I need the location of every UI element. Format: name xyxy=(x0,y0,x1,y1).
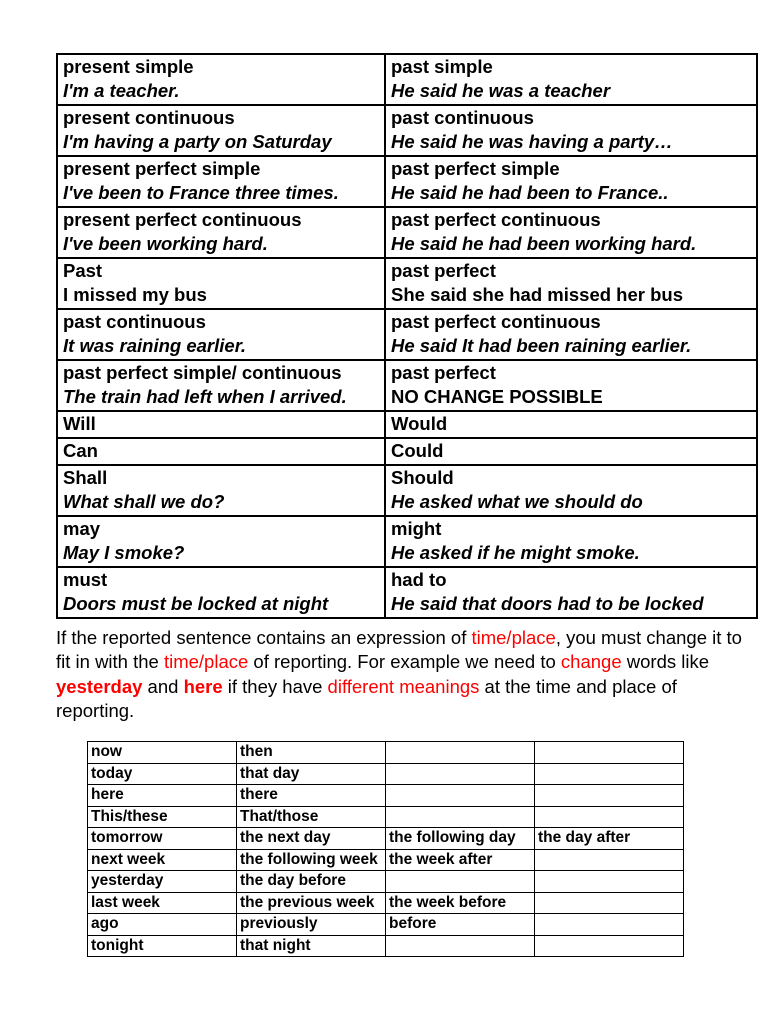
reported-expression-cell xyxy=(386,935,535,957)
reported-speech-cell xyxy=(385,207,757,258)
time-table-body xyxy=(88,742,684,957)
reported-expression-cell: that night xyxy=(237,935,386,957)
direct-expression-cell: next week xyxy=(88,849,237,871)
tense-label: Would xyxy=(391,413,448,434)
direct-speech-cell xyxy=(57,156,385,207)
note-keyword: here xyxy=(183,675,223,697)
direct-speech-cell xyxy=(57,105,385,156)
example-sentence: I'm having a party on Saturday xyxy=(63,131,332,152)
direct-speech-cell xyxy=(57,516,385,567)
direct-expression-cell: today xyxy=(88,763,237,785)
direct-expression-cell: This/these xyxy=(88,806,237,828)
tense-label: present continuous xyxy=(63,107,235,128)
tense-row xyxy=(57,411,757,438)
note-highlight: change xyxy=(560,651,622,673)
reported-expression-cell xyxy=(535,892,684,914)
tense-row xyxy=(57,360,757,411)
tense-label: past continuous xyxy=(63,311,206,332)
reported-expression-cell xyxy=(535,806,684,828)
reported-expression-cell: there xyxy=(237,785,386,807)
tense-label: past perfect simple/ continuous xyxy=(63,362,342,383)
direct-speech-cell xyxy=(57,360,385,411)
tense-row xyxy=(57,309,757,360)
tense-row xyxy=(57,156,757,207)
example-sentence: He said It had been raining earlier. xyxy=(391,335,692,356)
reported-speech-cell xyxy=(385,309,757,360)
reported-speech-cell xyxy=(385,567,757,618)
tense-label: present simple xyxy=(63,56,194,77)
direct-speech-cell xyxy=(57,567,385,618)
note-text: and xyxy=(142,675,184,697)
direct-expression-cell: tomorrow xyxy=(88,828,237,850)
reported-expression-cell xyxy=(535,871,684,893)
reported-expression-cell xyxy=(386,806,535,828)
example-sentence: He said he had been to France.. xyxy=(391,182,669,203)
reported-expression-cell xyxy=(535,785,684,807)
direct-expression-cell: ago xyxy=(88,914,237,936)
reported-expression-cell: then xyxy=(237,742,386,764)
direct-speech-cell xyxy=(57,411,385,438)
reported-expression-cell xyxy=(386,763,535,785)
direct-expression-cell: last week xyxy=(88,892,237,914)
reported-expression-cell xyxy=(535,935,684,957)
note-text: of reporting. For example we need to xyxy=(248,651,561,673)
example-sentence: He said that doors had to be locked xyxy=(391,593,704,614)
tense-label: Past xyxy=(63,260,103,281)
note-keyword: yesterday xyxy=(56,675,143,697)
reported-expression-cell: that day xyxy=(237,763,386,785)
note-highlight: time/place xyxy=(163,651,249,673)
example-sentence: It was raining earlier. xyxy=(63,335,247,356)
time-row xyxy=(88,763,684,785)
example-sentence: He asked what we should do xyxy=(391,491,643,512)
reported-expression-cell: That/those xyxy=(237,806,386,828)
example-sentence: What shall we do? xyxy=(63,491,225,512)
tense-label: Can xyxy=(63,440,98,461)
direct-expression-cell: now xyxy=(88,742,237,764)
reported-expression-cell: previously xyxy=(237,914,386,936)
example-sentence: Doors must be locked at night xyxy=(63,593,329,614)
reported-expression-cell xyxy=(535,742,684,764)
reported-speech-cell xyxy=(385,516,757,567)
time-row xyxy=(88,785,684,807)
tense-label: present perfect simple xyxy=(63,158,261,179)
time-row xyxy=(88,742,684,764)
reported-expression-cell: before xyxy=(386,914,535,936)
reported-expression-cell: the week before xyxy=(386,892,535,914)
reported-speech-cell xyxy=(385,465,757,516)
reported-expression-cell xyxy=(386,742,535,764)
tense-label: Shall xyxy=(63,467,108,488)
note-text: words like xyxy=(621,651,710,673)
tense-row xyxy=(57,516,757,567)
time-row xyxy=(88,806,684,828)
tense-label: past perfect simple xyxy=(391,158,560,179)
reported-expression-cell: the following week xyxy=(237,849,386,871)
example-sentence: The train had left when I arrived. xyxy=(63,386,347,407)
note-highlight: different meanings xyxy=(327,675,480,697)
time-row xyxy=(88,849,684,871)
reported-speech-cell xyxy=(385,156,757,207)
tense-label: had to xyxy=(391,569,447,590)
direct-speech-cell xyxy=(57,438,385,465)
tense-label: past simple xyxy=(391,56,493,77)
reported-expression-cell: the week after xyxy=(386,849,535,871)
direct-expression-cell: yesterday xyxy=(88,871,237,893)
reported-speech-cell xyxy=(385,411,757,438)
note-text: at the time and place of reporting. xyxy=(56,675,677,721)
reported-speech-cell xyxy=(385,258,757,309)
tense-row xyxy=(57,465,757,516)
reported-expression-cell xyxy=(386,785,535,807)
reported-speech-cell xyxy=(385,105,757,156)
tense-label: past perfect continuous xyxy=(391,311,601,332)
reported-speech-cell xyxy=(385,54,757,105)
tense-label: past perfect continuous xyxy=(391,209,601,230)
direct-speech-cell xyxy=(57,54,385,105)
tense-label: Should xyxy=(391,467,454,488)
tense-label: past perfect xyxy=(391,260,496,281)
tense-row xyxy=(57,567,757,618)
example-sentence: May I smoke? xyxy=(63,542,185,563)
direct-speech-cell xyxy=(57,309,385,360)
reported-expression-cell: the previous week xyxy=(237,892,386,914)
example-sentence: He said he had been working hard. xyxy=(391,233,697,254)
time-expression-table xyxy=(87,741,684,957)
reported-expression-cell xyxy=(386,871,535,893)
reported-expression-cell: the next day xyxy=(237,828,386,850)
reported-expression-cell xyxy=(535,849,684,871)
reported-expression-cell: the following day xyxy=(386,828,535,850)
tense-label: Will xyxy=(63,413,96,434)
example-sentence: NO CHANGE POSSIBLE xyxy=(391,386,603,407)
reported-expression-cell: the day before xyxy=(237,871,386,893)
direct-speech-cell xyxy=(57,258,385,309)
tense-label: past perfect xyxy=(391,362,496,383)
tense-row xyxy=(57,105,757,156)
tense-row xyxy=(57,258,757,309)
example-sentence: She said she had missed her bus xyxy=(391,284,683,305)
reported-expression-cell xyxy=(535,763,684,785)
time-row xyxy=(88,914,684,936)
example-sentence: He said he was a teacher xyxy=(391,80,611,101)
time-row xyxy=(88,828,684,850)
direct-expression-cell: here xyxy=(88,785,237,807)
time-row xyxy=(88,892,684,914)
example-sentence: He said he was having a party… xyxy=(391,131,673,152)
tense-label: Could xyxy=(391,440,444,461)
example-sentence: He asked if he might smoke. xyxy=(391,542,640,563)
example-sentence: I missed my bus xyxy=(63,284,207,305)
tense-row xyxy=(57,438,757,465)
direct-speech-cell xyxy=(57,207,385,258)
time-place-note xyxy=(56,626,756,723)
direct-expression-cell: tonight xyxy=(88,935,237,957)
tense-label: must xyxy=(63,569,108,590)
reported-speech-cell xyxy=(385,438,757,465)
direct-speech-cell xyxy=(57,465,385,516)
tense-label: may xyxy=(63,518,101,539)
tense-label: past continuous xyxy=(391,107,534,128)
tense-row xyxy=(57,207,757,258)
tense-conversion-table xyxy=(56,53,758,619)
reported-speech-cell xyxy=(385,360,757,411)
time-row xyxy=(88,935,684,957)
note-text: If the reported sentence contains an expression of xyxy=(56,627,472,648)
tense-label: might xyxy=(391,518,442,539)
reported-expression-cell: the day after xyxy=(535,828,684,850)
note-text: , you must change it to fit in with the xyxy=(56,627,742,673)
example-sentence: I've been to France three times. xyxy=(63,182,339,203)
example-sentence: I'm a teacher. xyxy=(63,80,180,101)
tense-label: present perfect continuous xyxy=(63,209,302,230)
tense-row xyxy=(57,54,757,105)
note-text: if they have xyxy=(222,675,328,697)
tense-table-body xyxy=(57,54,757,618)
time-row xyxy=(88,871,684,893)
note-paragraph xyxy=(56,626,756,723)
example-sentence: I've been working hard. xyxy=(63,233,268,254)
note-highlight: time/place xyxy=(471,627,556,648)
reported-expression-cell xyxy=(535,914,684,936)
